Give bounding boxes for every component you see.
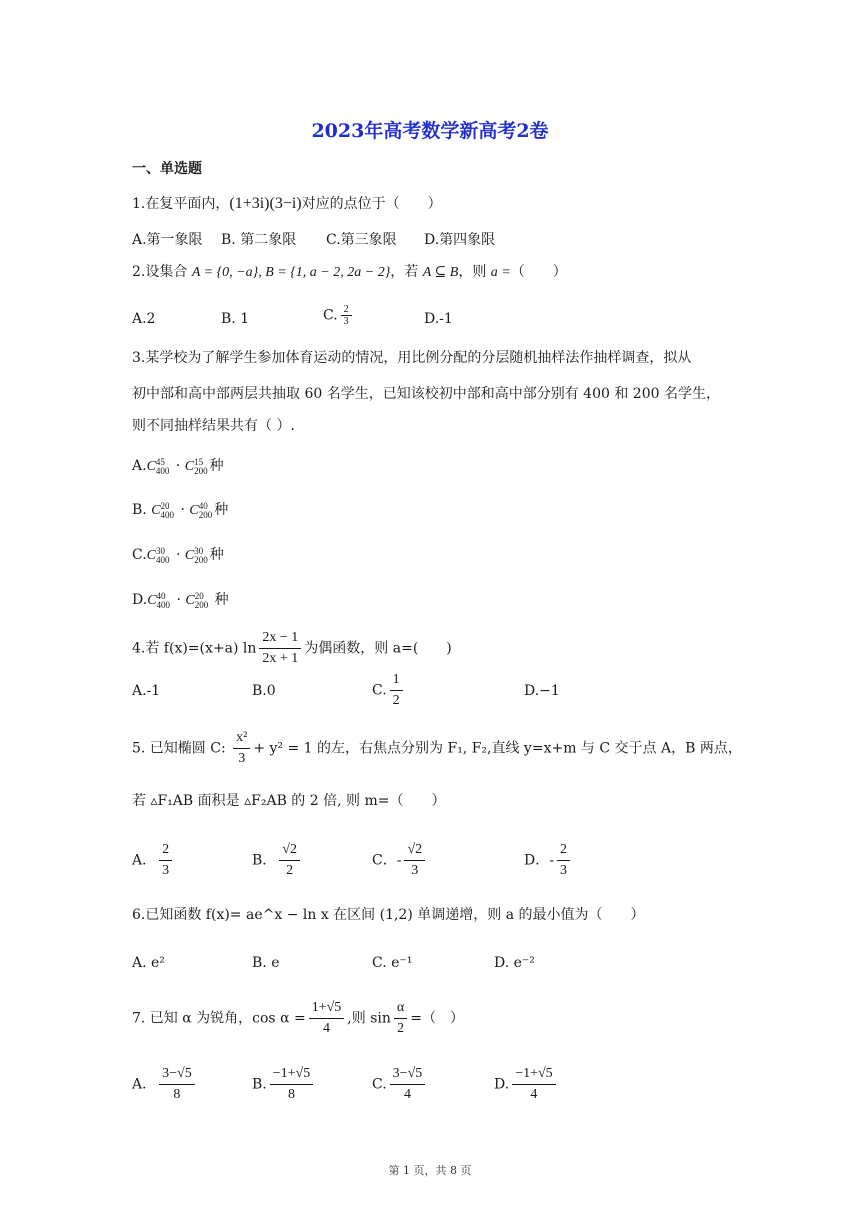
q3-option-c: C.C 30 400 · C 30 200 种 (132, 545, 224, 565)
question-1-stem: 1.在复平面内，(1+3i)(3−i)对应的点位于（ ） (132, 195, 442, 212)
q7-alpha-fraction: $\frac{\alpha}{2}$ (394, 998, 407, 1039)
q5-option-b: B． $\frac{√2}{2}$ (252, 840, 303, 881)
document-title: 2023年高考数学新高考2卷 (311, 120, 549, 142)
q5-fraction: $\frac{\text{x²}}{3}$ (233, 728, 250, 769)
q5-option-d: D．- $\frac{2}{3}$ (524, 840, 573, 881)
q3-option-b: B. C 20 400 · C 40 200 种 (132, 500, 229, 520)
q7-option-a: A． $\frac{3-√5}{8}$ (132, 1064, 198, 1105)
q6-option-c: C. e⁻¹ (372, 955, 413, 971)
q7-option-d: D. $\frac{-1+√5}{4}$ (494, 1064, 559, 1105)
q2-option-c-fraction: $\frac{2}{3}$ (341, 304, 352, 327)
question-3-line-3: 则不同抽样结果共有（ ）. (132, 418, 295, 434)
q1-option-a: A.第一象限 (132, 232, 203, 248)
q2-option-a: A.2 (132, 311, 156, 327)
question-3-line-1: 3.某学校为了解学生参加体育运动的情况，用比例分配的分层随机抽样法作抽样调查，拟从 (132, 350, 692, 366)
q6-option-d: D. e⁻² (494, 955, 535, 971)
q3-option-d: D.C 40 400 · C 20 200 种 (132, 590, 229, 610)
q4-fraction: $\frac{2x - 1}{2x + 1}$ (259, 628, 301, 669)
question-6-stem: 6.已知函数 f(x)= ae^x − ln x 在区间 (1,2) 单调递增，则 a 的最小值为（ ） (132, 907, 645, 923)
q4-option-a: A.-1 (132, 683, 161, 699)
question-2-stem: 2.设集合 A = {0, −a}, B = {1, a − 2, 2a − 2}，若 A ⊆ B，则 a =（ ） (132, 264, 567, 280)
section-heading: 一、单选题 (132, 161, 202, 177)
question-3-line-2: 初中部和高中部两层共抽取 60 名学生，已知该校初中部和高中部分别有 400 和 200 名学生， (132, 386, 720, 402)
q4-option-b: B.0 (252, 683, 276, 699)
q1-option-b: B. 第二象限 (221, 232, 297, 248)
page-footer: 第 1 页，共 8 页 (388, 1164, 472, 1177)
question-7-stem: 7. 已知 α 为锐角，cos α = $\frac{1+√5}{4}$ ,则 sin $\frac{\alpha}{2}$ =（ ） (132, 998, 464, 1039)
q2-option-c: C. $\frac{2}{3}$ (323, 304, 355, 327)
q1-option-d: D.第四象限 (424, 232, 496, 248)
q4-option-c-fraction: $\frac{1}{2}$ (390, 670, 403, 711)
q7-option-b: B. $\frac{-1+√5}{8}$ (252, 1064, 316, 1105)
q3-option-a: A.C 45 400 · C 15 200 种 (132, 456, 224, 476)
question-5-stem: 5. 已知椭圆 C: $\frac{\text{x²}}{3}$ + y² = 1 的左，右焦点分别为 F₁, F₂,直线 y=x+m 与 C 交于点 A，B 两点， (132, 728, 742, 769)
q2-option-b: B. 1 (221, 311, 250, 327)
q5-option-c: C．- $\frac{√2}{3}$ (372, 840, 428, 881)
question-4-stem: 4.若 f(x)=(x+a) ln $\frac{2x - 1}{2x + 1}$ 为偶函数，则 a=( ) (132, 628, 452, 669)
q1-expression: (1+3i)(3−i) (229, 195, 302, 212)
q4-option-c: C. $\frac{1}{2}$ (372, 670, 406, 711)
q5-option-a: A． $\frac{2}{3}$ (132, 840, 175, 881)
q4-option-d: D.−1 (524, 683, 560, 699)
q2-option-d: D.-1 (424, 311, 453, 327)
q6-option-a: A. e² (132, 955, 165, 971)
q7-option-c: C. $\frac{3-√5}{4}$ (372, 1064, 428, 1105)
question-5-line-2: 若 ▵F₁AB 面积是 ▵F₂AB 的 2 倍, 则 m=（ ） (132, 793, 446, 809)
q1-option-c: C.第三象限 (326, 232, 397, 248)
q6-option-b: B. e (252, 955, 280, 971)
q7-cos-fraction: $\frac{1+√5}{4}$ (309, 998, 345, 1039)
